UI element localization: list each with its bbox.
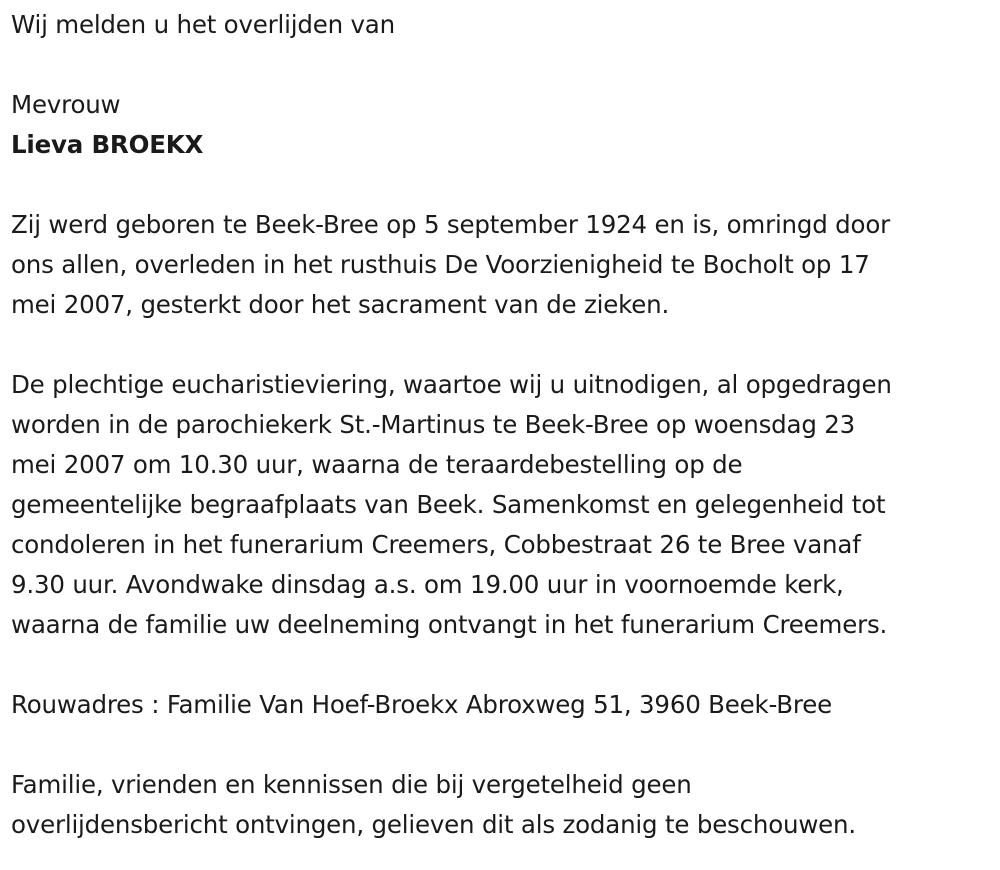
birth-line: Zij werd geboren te Beek-Bree op 5 september 1924 en is, omringd door <box>11 210 890 239</box>
intro-line: Wij melden u het overlijden van <box>11 10 395 39</box>
birth-line: ons allen, overleden in het rusthuis De Voorzienigheid te Bocholt op 17 <box>11 250 870 279</box>
mourning-address: Rouwadres : Familie Van Hoef-Broekx Abroxweg 51, 3960 Beek-Bree <box>11 690 832 719</box>
closing-line: Familie, vrienden en kennissen die bij vergetelheid geen <box>11 770 692 799</box>
ceremony-paragraph <box>11 365 996 645</box>
birth-line: mei 2007, gesterkt door het sacrament van de zieken. <box>11 290 670 319</box>
closing-paragraph <box>11 765 996 845</box>
birth-paragraph <box>11 205 996 325</box>
ceremony-line: De plechtige eucharistieviering, waartoe wij u uitnodigen, al opgedragen <box>11 370 892 399</box>
ceremony-line: condoleren in het funerarium Creemers, Cobbestraat 26 te Bree vanaf <box>11 530 861 559</box>
deceased-name: Lieva BROEKX <box>11 130 204 159</box>
salutation: Mevrouw <box>11 90 121 119</box>
ceremony-line: gemeentelijke begraafplaats van Beek. Samenkomst en gelegenheid tot <box>11 490 886 519</box>
obituary-notice <box>11 5 996 845</box>
ceremony-line: worden in de parochiekerk St.-Martinus te Beek-Bree op woensdag 23 <box>11 410 856 439</box>
ceremony-line: waarna de familie uw deelneming ontvangt in het funerarium Creemers. <box>11 610 888 639</box>
ceremony-line: mei 2007 om 10.30 uur, waarna de teraardebestelling op de <box>11 450 743 479</box>
closing-line: overlijdensbericht ontvingen, gelieven dit als zodanig te beschouwen. <box>11 810 856 839</box>
ceremony-line: 9.30 uur. Avondwake dinsdag a.s. om 19.00 uur in voornoemde kerk, <box>11 570 844 599</box>
